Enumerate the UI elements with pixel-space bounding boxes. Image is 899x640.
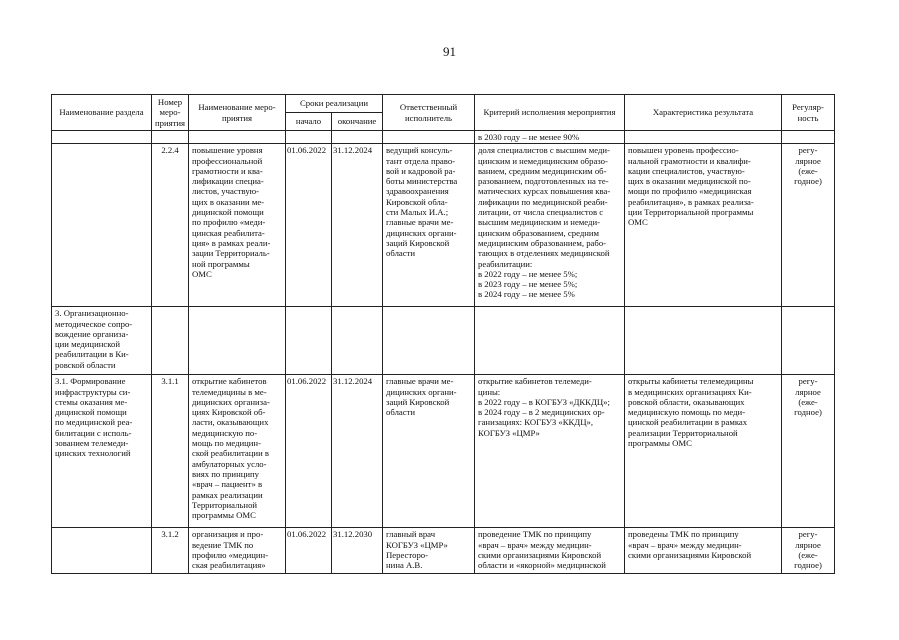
cell-start xyxy=(286,307,332,375)
cell-criterion: доля специалистов с высшим меди- цинским и немедицинским образо- ванием, средним медицинским об- разованием, подготовленных на те- матических курсах повышения ква- лификации по медицинской реаби- литации, от числа специалистов с высшим медицинским и немеди- цинским образованием, средним медицинским образованием, рабо- тающих в отделениях медицинской реабилитации: в 2022 году – не менее 5%; в 2023 году – не менее 5%; в 2024 году – не менее 5% xyxy=(475,144,625,307)
table-row xyxy=(52,375,835,528)
cell-regularity: регу- лярное (еже- годное) xyxy=(782,375,835,528)
cell-end xyxy=(332,307,383,375)
cell-executor: главный врач КОГБУЗ «ЦМР» Перестоpо- нина А.В. xyxy=(383,528,475,574)
header-row xyxy=(52,95,835,113)
cell-criterion: открытие кабинетов телемеди- цины: в 2022 году – в КОГБУЗ «ДККДЦ»; в 2024 году – в 2 медицинских ор- ганизациях: КОГБУЗ «ККДЦ», КОГБУЗ «ЦМР» xyxy=(475,375,625,528)
activities-table xyxy=(51,94,835,574)
cell-activity: организация и про- ведение ТМК по профилю «медицин- ская реабилитация» xyxy=(189,528,286,574)
cell-executor: ведущий консуль- тант отдела право- вой и кадровой ра- боты министерства здравоохранения Кировской обла- сти Малых И.А.; главные врачи ме- дицинских органи- заций Кировской области xyxy=(383,144,475,307)
cell-number xyxy=(152,131,189,144)
header-terms: Сроки реализации xyxy=(286,95,383,113)
cell-executor: главные врачи ме- дицинских органи- заций Кировской области xyxy=(383,375,475,528)
cell-end: 31.12.2024 xyxy=(332,144,383,307)
cell-activity xyxy=(189,131,286,144)
cell-start: 01.06.2022 xyxy=(286,144,332,307)
cell-activity: открытие кабинетов телемедицины в ме- дицинских организа- циях Кировской об- ласти, оказывающих медицинскую по- мощь по медицин- ской реабилитации в амбулаторных усло- виях по принципу «врач – пациент» в рамках реализации Территориальной программы ОМС xyxy=(189,375,286,528)
cell-result xyxy=(625,131,782,144)
cell-criterion xyxy=(475,307,625,375)
cell-section xyxy=(52,144,152,307)
cell-regularity: регу- лярное (еже- годное) xyxy=(782,144,835,307)
cell-number: 3.1.1 xyxy=(152,375,189,528)
cell-regularity: регу- лярное (еже- годное) xyxy=(782,528,835,574)
cell-result: проведены ТМК по принципу «врач – врач» между медицин- скими организациями Кировской xyxy=(625,528,782,574)
cell-executor xyxy=(383,131,475,144)
table-row xyxy=(52,307,835,375)
cell-result: открыты кабинеты телемедицины в медицинских организациях Ки- ровской области, оказывающих медицинскую помощь по меди- цинской реабилитации в рамках реализации Территориальной программы ОМС xyxy=(625,375,782,528)
header-executor: Ответственный исполнитель xyxy=(383,95,475,131)
table-row xyxy=(52,144,835,307)
cell-result: повышен уровень профессио- нальной грамотности и квалифи- кации специалистов, участвую- щих в оказании медицинской по- мощи по профилю «медицинская реабилитация», в рамках реализа- ции Территориальной программы ОМС xyxy=(625,144,782,307)
table-row xyxy=(52,528,835,574)
cell-section: 3.1. Формирование инфраструктуры си- стемы оказания ме- дицинской помощи по медицинской реа- билитации с исполь- зованием телемеди- цинских технологий xyxy=(52,375,152,528)
header-result: Характеристика результата xyxy=(625,95,782,131)
cell-start xyxy=(286,131,332,144)
cell-start: 01.06.2022 xyxy=(286,528,332,574)
table-row xyxy=(52,131,835,144)
cell-executor xyxy=(383,307,475,375)
header-start: начало xyxy=(286,113,332,131)
cell-number: 3.1.2 xyxy=(152,528,189,574)
cell-end: 31.12.2024 xyxy=(332,375,383,528)
cell-number: 2.2.4 xyxy=(152,144,189,307)
cell-criterion: проведение ТМК по принципу «врач – врач» между медицин- скими организациями Кировской области и «якорной» медицинской xyxy=(475,528,625,574)
cell-section xyxy=(52,131,152,144)
header-regularity: Регуляр- ность xyxy=(782,95,835,131)
cell-section: 3. Организационно- методическое сопро- вождение организа- ции медицинской реабилитации в Ки- ровской области xyxy=(52,307,152,375)
cell-regularity xyxy=(782,307,835,375)
cell-regularity xyxy=(782,131,835,144)
header-number: Номер меро- приятия xyxy=(152,95,189,131)
header-section: Наименование раздела xyxy=(52,95,152,131)
cell-activity: повышение уровня профессиональной грамотности и ква- лификации специа- листов, участвую- щих в оказании ме- дицинской помощи по профилю «меди- цинская реабилита- ция» в рамках реали- зации Территориаль- ной программы ОМС xyxy=(189,144,286,307)
cell-activity xyxy=(189,307,286,375)
cell-number xyxy=(152,307,189,375)
header-criterion: Критерий исполнения мероприятия xyxy=(475,95,625,131)
cell-section xyxy=(52,528,152,574)
cell-criterion: в 2030 году – не менее 90% xyxy=(475,131,625,144)
cell-result xyxy=(625,307,782,375)
cell-end xyxy=(332,131,383,144)
header-end: окончание xyxy=(332,113,383,131)
header-activity: Наименование меро- приятия xyxy=(189,95,286,131)
cell-start: 01.06.2022 xyxy=(286,375,332,528)
page-number: 91 xyxy=(443,44,456,59)
cell-end: 31.12.2030 xyxy=(332,528,383,574)
